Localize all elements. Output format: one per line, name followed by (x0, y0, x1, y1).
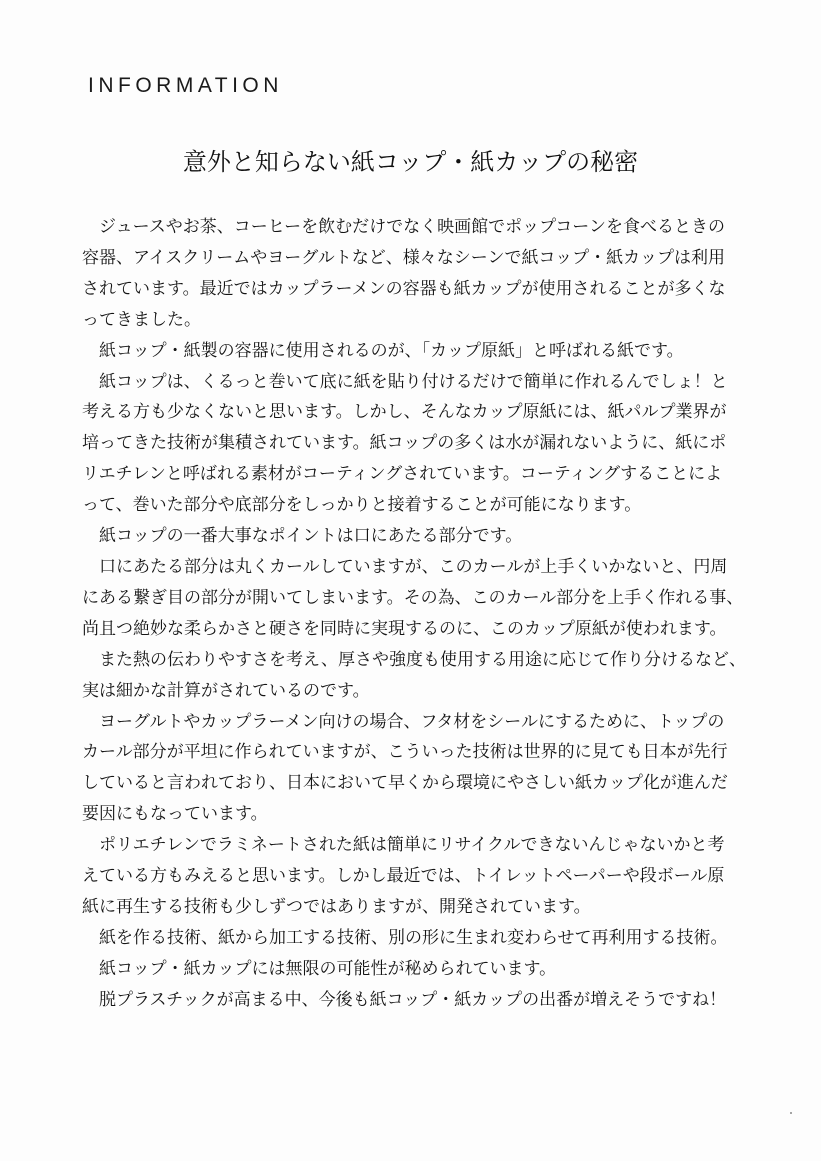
paragraph (82, 645, 752, 707)
paragraph (82, 985, 752, 1016)
paragraph-line: リエチレンと呼ばれる素材がコーティングされています。コーティングすることによ (82, 464, 723, 485)
paragraph-line: 紙コップの一番大事なポイントは口にあたる部分です。 (99, 526, 523, 547)
paragraph-line: 実は細かな計算がされているのです。 (82, 680, 370, 701)
paragraph (82, 212, 752, 336)
article-body (82, 212, 752, 1016)
paragraph-line: 容器、アイスクリームやヨーグルトなど、様々なシーンで紙コップ・紙カップは利用 (82, 247, 725, 268)
paragraph-line: 紙に再生する技術も少しずつではありますが、開発されています。 (82, 896, 591, 917)
paragraph (82, 954, 752, 985)
paragraph-line: 紙コップは、くるっと巻いて底に紙を貼り付けるだけで簡単に作れるんでしょ！と (99, 371, 728, 392)
paragraph-line: 紙を作る技術、紙から加工する技術、別の形に生まれ変わらせて再利用する技術。 (99, 927, 728, 948)
paragraph-line: されています。最近ではカップラーメンの容器も紙カップが使用されることが多くな (82, 278, 726, 299)
section-header: INFORMATION (88, 74, 283, 97)
scan-speck (790, 1112, 792, 1114)
paragraph-line: えている方もみえると思います。しかし最近では、トイレットペーパーや段ボール原 (82, 866, 725, 887)
paragraph-line: ジュースやお茶、コーヒーを飲むだけでなく映画館でポップコーンを食べるときの (99, 217, 725, 237)
paragraph-line: ヨーグルトやカップラーメン向けの場合、フタ材をシールにするために、トップの (99, 711, 725, 732)
paragraph-line: カール部分が平坦に作られていますが、こういった技術は世界的に見ても日本が先行 (82, 742, 728, 763)
paragraph (82, 336, 752, 367)
paragraph-line: 紙コップ・紙製の容器に使用されるのが、「カップ原紙」と呼ばれる紙です。 (99, 340, 684, 361)
paragraph-line: にある繋ぎ目の部分が開いてしまいます。その為、このカール部分を上手く作れる事、 (82, 587, 744, 608)
paragraph-line: って、巻いた部分や底部分をしっかりと接着することが可能になります。 (82, 495, 642, 516)
paragraph (82, 923, 752, 954)
article-title: 意外と知らない紙コップ・紙カップの秘密 (182, 148, 639, 176)
paragraph-line: また熱の伝わりやすさを考え、厚さや強度も使用する用途に応じて作り分けるなど、 (99, 649, 747, 670)
paragraph (82, 830, 752, 923)
paragraph-line: 培ってきた技術が集積されています。紙コップの多くは水が漏れないように、紙にポ (82, 433, 727, 454)
paragraph-line: 紙コップ・紙カップには無限の可能性が秘められています。 (99, 958, 557, 979)
paragraph-line: 考える方も少なくないと思います。しかし、そんなカップ原紙には、紙パルプ業界が (82, 402, 727, 423)
paragraph-line: していると言われており、日本において早くから環境にやさしい紙カップ化が進んだ (82, 773, 728, 794)
paragraph-line: ポリエチレンでラミネートされた紙は簡単にリサイクルできないんじゃないかと考 (99, 835, 725, 856)
paragraph (82, 521, 752, 552)
paragraph-line: 要因にもなっています。 (82, 804, 268, 825)
paragraph (82, 552, 752, 645)
paragraph-line: 脱プラスチックが高まる中、今後も紙コップ・紙カップの出番が増えそうですね！ (99, 989, 727, 1010)
paragraph (82, 707, 752, 831)
paragraph (82, 367, 752, 522)
paragraph-line: 口にあたる部分は丸くカールしていますが、このカールが上手くいかないと、円周 (99, 556, 728, 577)
paragraph-line: ってきました。 (82, 309, 201, 330)
paragraph-line: 尚且つ絶妙な柔らかさと硬さを同時に実現するのに、このカップ原紙が使われます。 (82, 618, 727, 639)
